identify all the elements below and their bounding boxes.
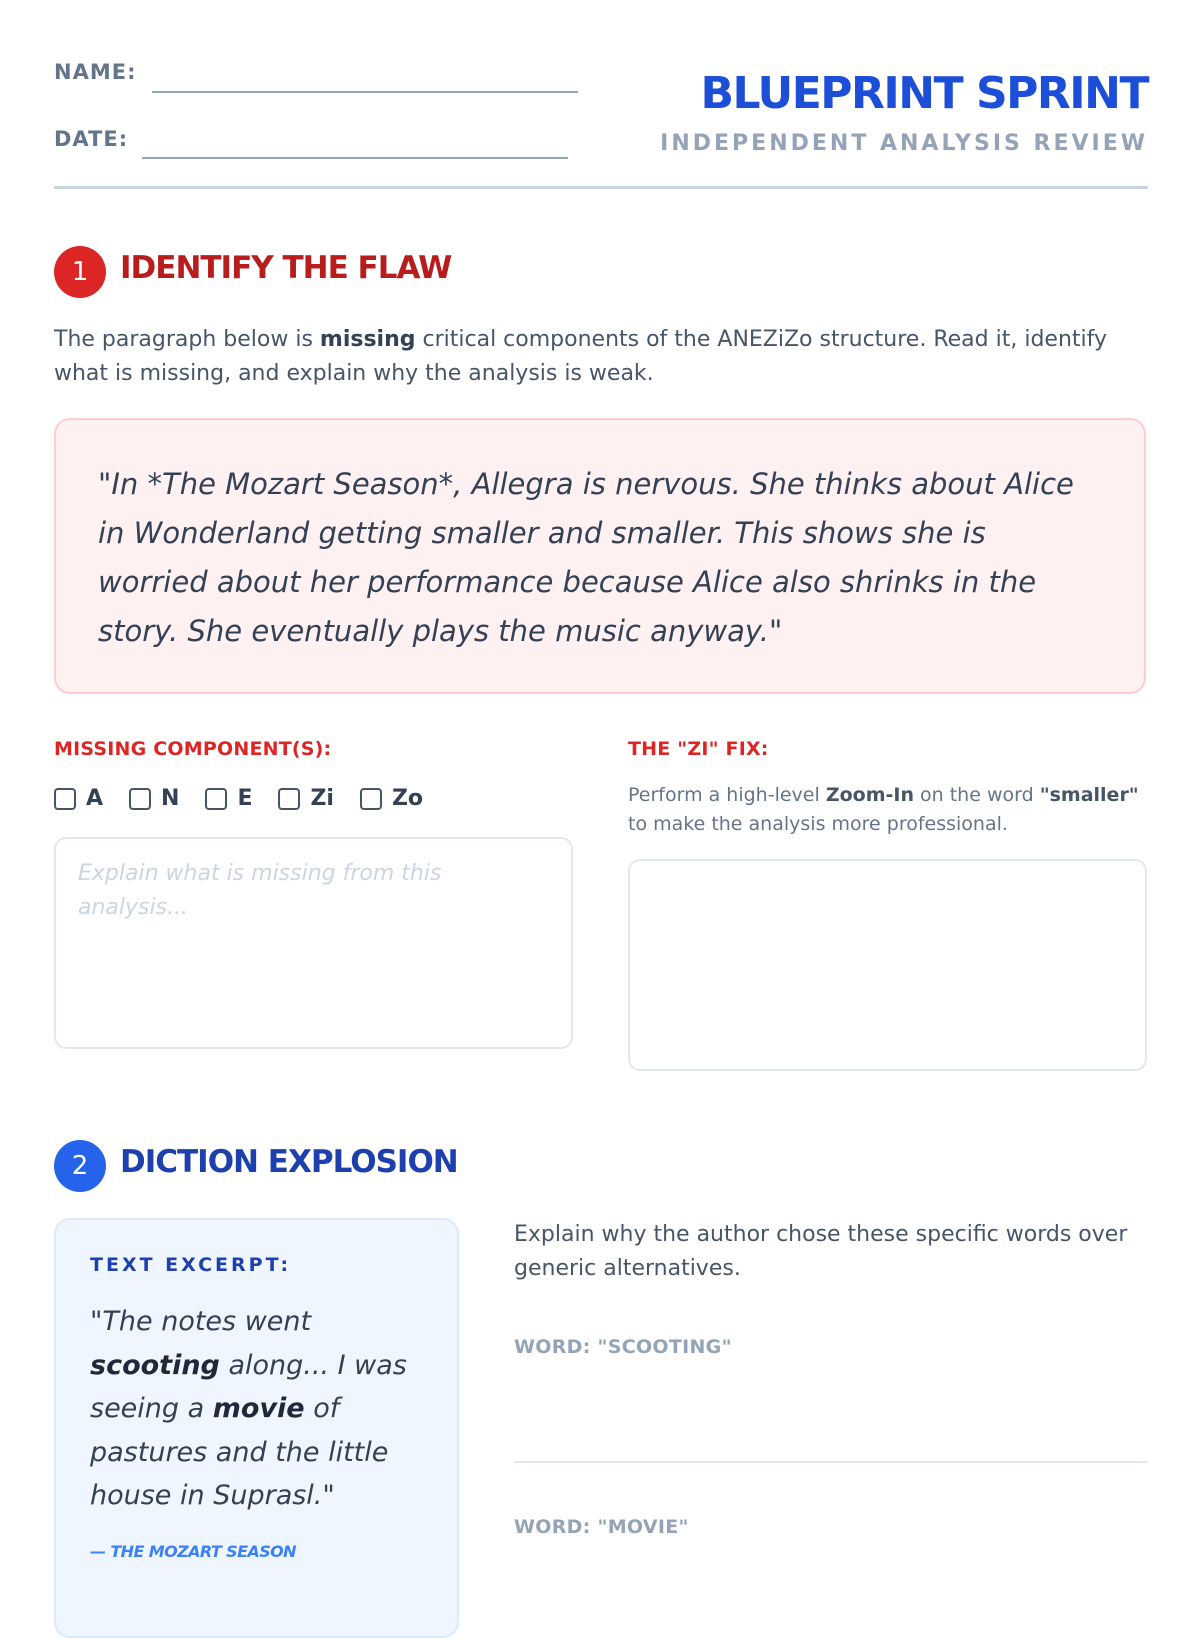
checkbox-zi[interactable]: Zi (278, 786, 334, 811)
date-label: DATE: (54, 127, 129, 151)
diction-explain-prompt: Explain why the author chose these specific words over generic alternatives. (514, 1222, 1128, 1281)
missing-explanation-input[interactable] (54, 837, 573, 1049)
text-excerpt: "The notes went scooting along... I was seeing a movie of pastures and the little house in Suprasl." (90, 1306, 407, 1511)
section-1-badge: 1 (54, 246, 106, 298)
name-label: NAME: (54, 60, 137, 84)
component-checkboxes (54, 786, 449, 811)
checkbox-zo[interactable]: Zo (360, 786, 423, 811)
checkbox-e[interactable]: E (205, 786, 252, 811)
text-excerpt-label: TEXT EXCERPT: (90, 1254, 292, 1276)
checkbox-box[interactable] (54, 788, 76, 810)
word-scooting-label: WORD: "SCOOTING" (514, 1336, 732, 1358)
page-title: BLUEPRINT SPRINT (700, 68, 1148, 119)
section-2-badge: 2 (54, 1140, 106, 1192)
checkbox-box[interactable] (278, 788, 300, 810)
date-field-line[interactable] (142, 157, 568, 159)
word-movie-label: WORD: "MOVIE" (514, 1516, 689, 1538)
zi-fix-label: THE "ZI" FIX: (628, 738, 769, 760)
missing-explanation-placeholder: Explain what is missing from this analysis... (78, 861, 442, 920)
zi-fix-instructions: Perform a high-level Zoom-In on the word "smaller" to make the analysis more professional. (628, 784, 1139, 835)
header-divider (54, 186, 1148, 189)
checkbox-n[interactable]: N (129, 786, 179, 811)
text-excerpt-box (54, 1218, 459, 1638)
section-1-instructions: The paragraph below is missing critical components of the ANEZiZo structure. Read it, identify what is missing, and explain why the analysis is weak. (54, 327, 1108, 386)
checkbox-box[interactable] (360, 788, 382, 810)
word-scooting-answer-line[interactable] (514, 1461, 1148, 1463)
checkbox-box[interactable] (205, 788, 227, 810)
checkbox-box[interactable] (129, 788, 151, 810)
section-1-title: IDENTIFY THE FLAW (120, 250, 452, 286)
section-2-title: DICTION EXPLOSION (120, 1144, 458, 1180)
flawed-paragraph: "In *The Mozart Season*, Allegra is nervous. She thinks about Alice in Wonderland getting smaller and smaller. This shows she is worried about her performance because Alice also shrinks in the story. She eventually plays the music anyway." (98, 467, 1074, 648)
page-subtitle: INDEPENDENT ANALYSIS REVIEW (660, 131, 1148, 156)
zi-fix-input[interactable] (628, 859, 1147, 1071)
missing-components-label: MISSING COMPONENT(S): (54, 738, 332, 760)
checkbox-a[interactable]: A (54, 786, 103, 811)
flawed-paragraph-box (54, 418, 1146, 694)
name-field-line[interactable] (152, 91, 578, 93)
text-excerpt-source: — THE MOZART SEASON (90, 1541, 296, 1561)
